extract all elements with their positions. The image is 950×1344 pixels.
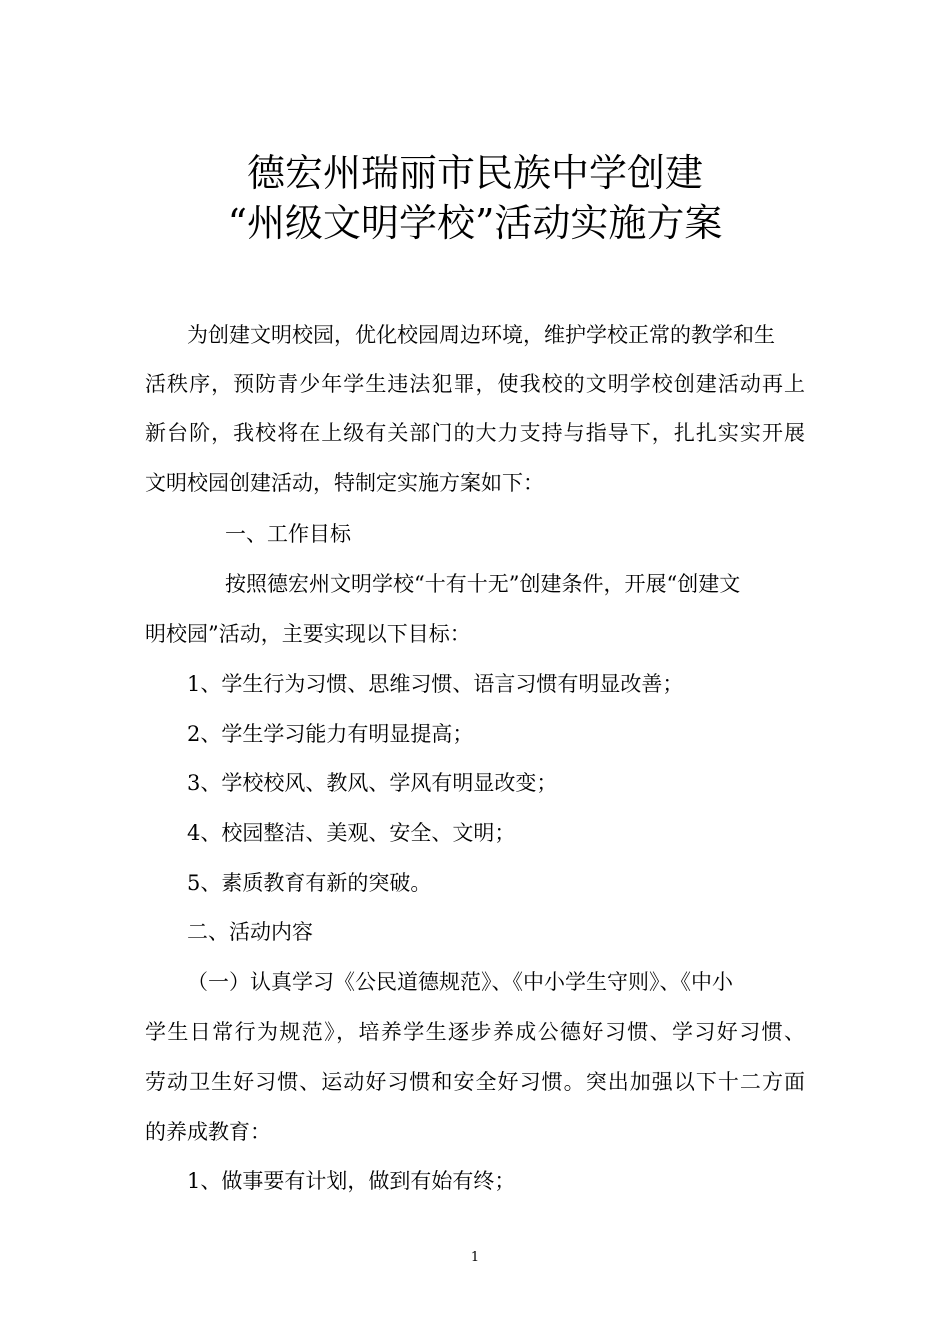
section2-para-line-4: 的养成教育：: [145, 1120, 271, 1144]
goal-item-4: 4、校园整洁、美观、安全、文明；: [187, 821, 516, 845]
section2-heading: 二、活动内容: [187, 920, 313, 944]
habit-item-1: 1、做事要有计划，做到有始有终；: [187, 1169, 516, 1193]
intro-line-4: 文明校园创建活动，特制定实施方案如下：: [145, 471, 544, 495]
document-title-line1: 德宏州瑞丽市民族中学创建: [246, 151, 703, 195]
section2-para-line-2: 学生日常行为规范》，培养学生逐步养成公德好习惯、学习好习惯、: [145, 1020, 805, 1044]
section2-para-line-1: （一）认真学习《公民道德规范》、《中小学生守则》、《中小: [187, 970, 733, 994]
section1-heading: 一、工作目标: [225, 522, 351, 546]
goal-item-5: 5、素质教育有新的突破。: [187, 871, 432, 895]
section2-para-line-3: 劳动卫生好习惯、运动好习惯和安全好习惯。突出加强以下十二方面: [145, 1070, 805, 1094]
intro-line-1: 为创建文明校园，优化校园周边环境，维护学校正常的教学和生: [187, 323, 775, 347]
page-number: 1: [470, 1250, 480, 1265]
section1-para-line-2: 明校园”活动，主要实现以下目标：: [145, 622, 471, 646]
goal-item-2: 2、学生学习能力有明显提高；: [187, 722, 474, 746]
goal-item-1: 1、学生行为习惯、思维习惯、语言习惯有明显改善；: [187, 672, 684, 696]
intro-line-2: 活秩序，预防青少年学生违法犯罪，使我校的文明学校创建活动再上: [145, 372, 805, 396]
document-title-line2: “州级文明学校”活动实施方案: [227, 201, 723, 245]
intro-line-3: 新台阶，我校将在上级有关部门的大力支持与指导下，扎扎实实开展: [145, 421, 805, 445]
section1-para-line-1: 按照德宏州文明学校“十有十无”创建条件，开展“创建文: [225, 572, 741, 596]
goal-item-3: 3、学校校风、教风、学风有明显改变；: [187, 771, 558, 795]
